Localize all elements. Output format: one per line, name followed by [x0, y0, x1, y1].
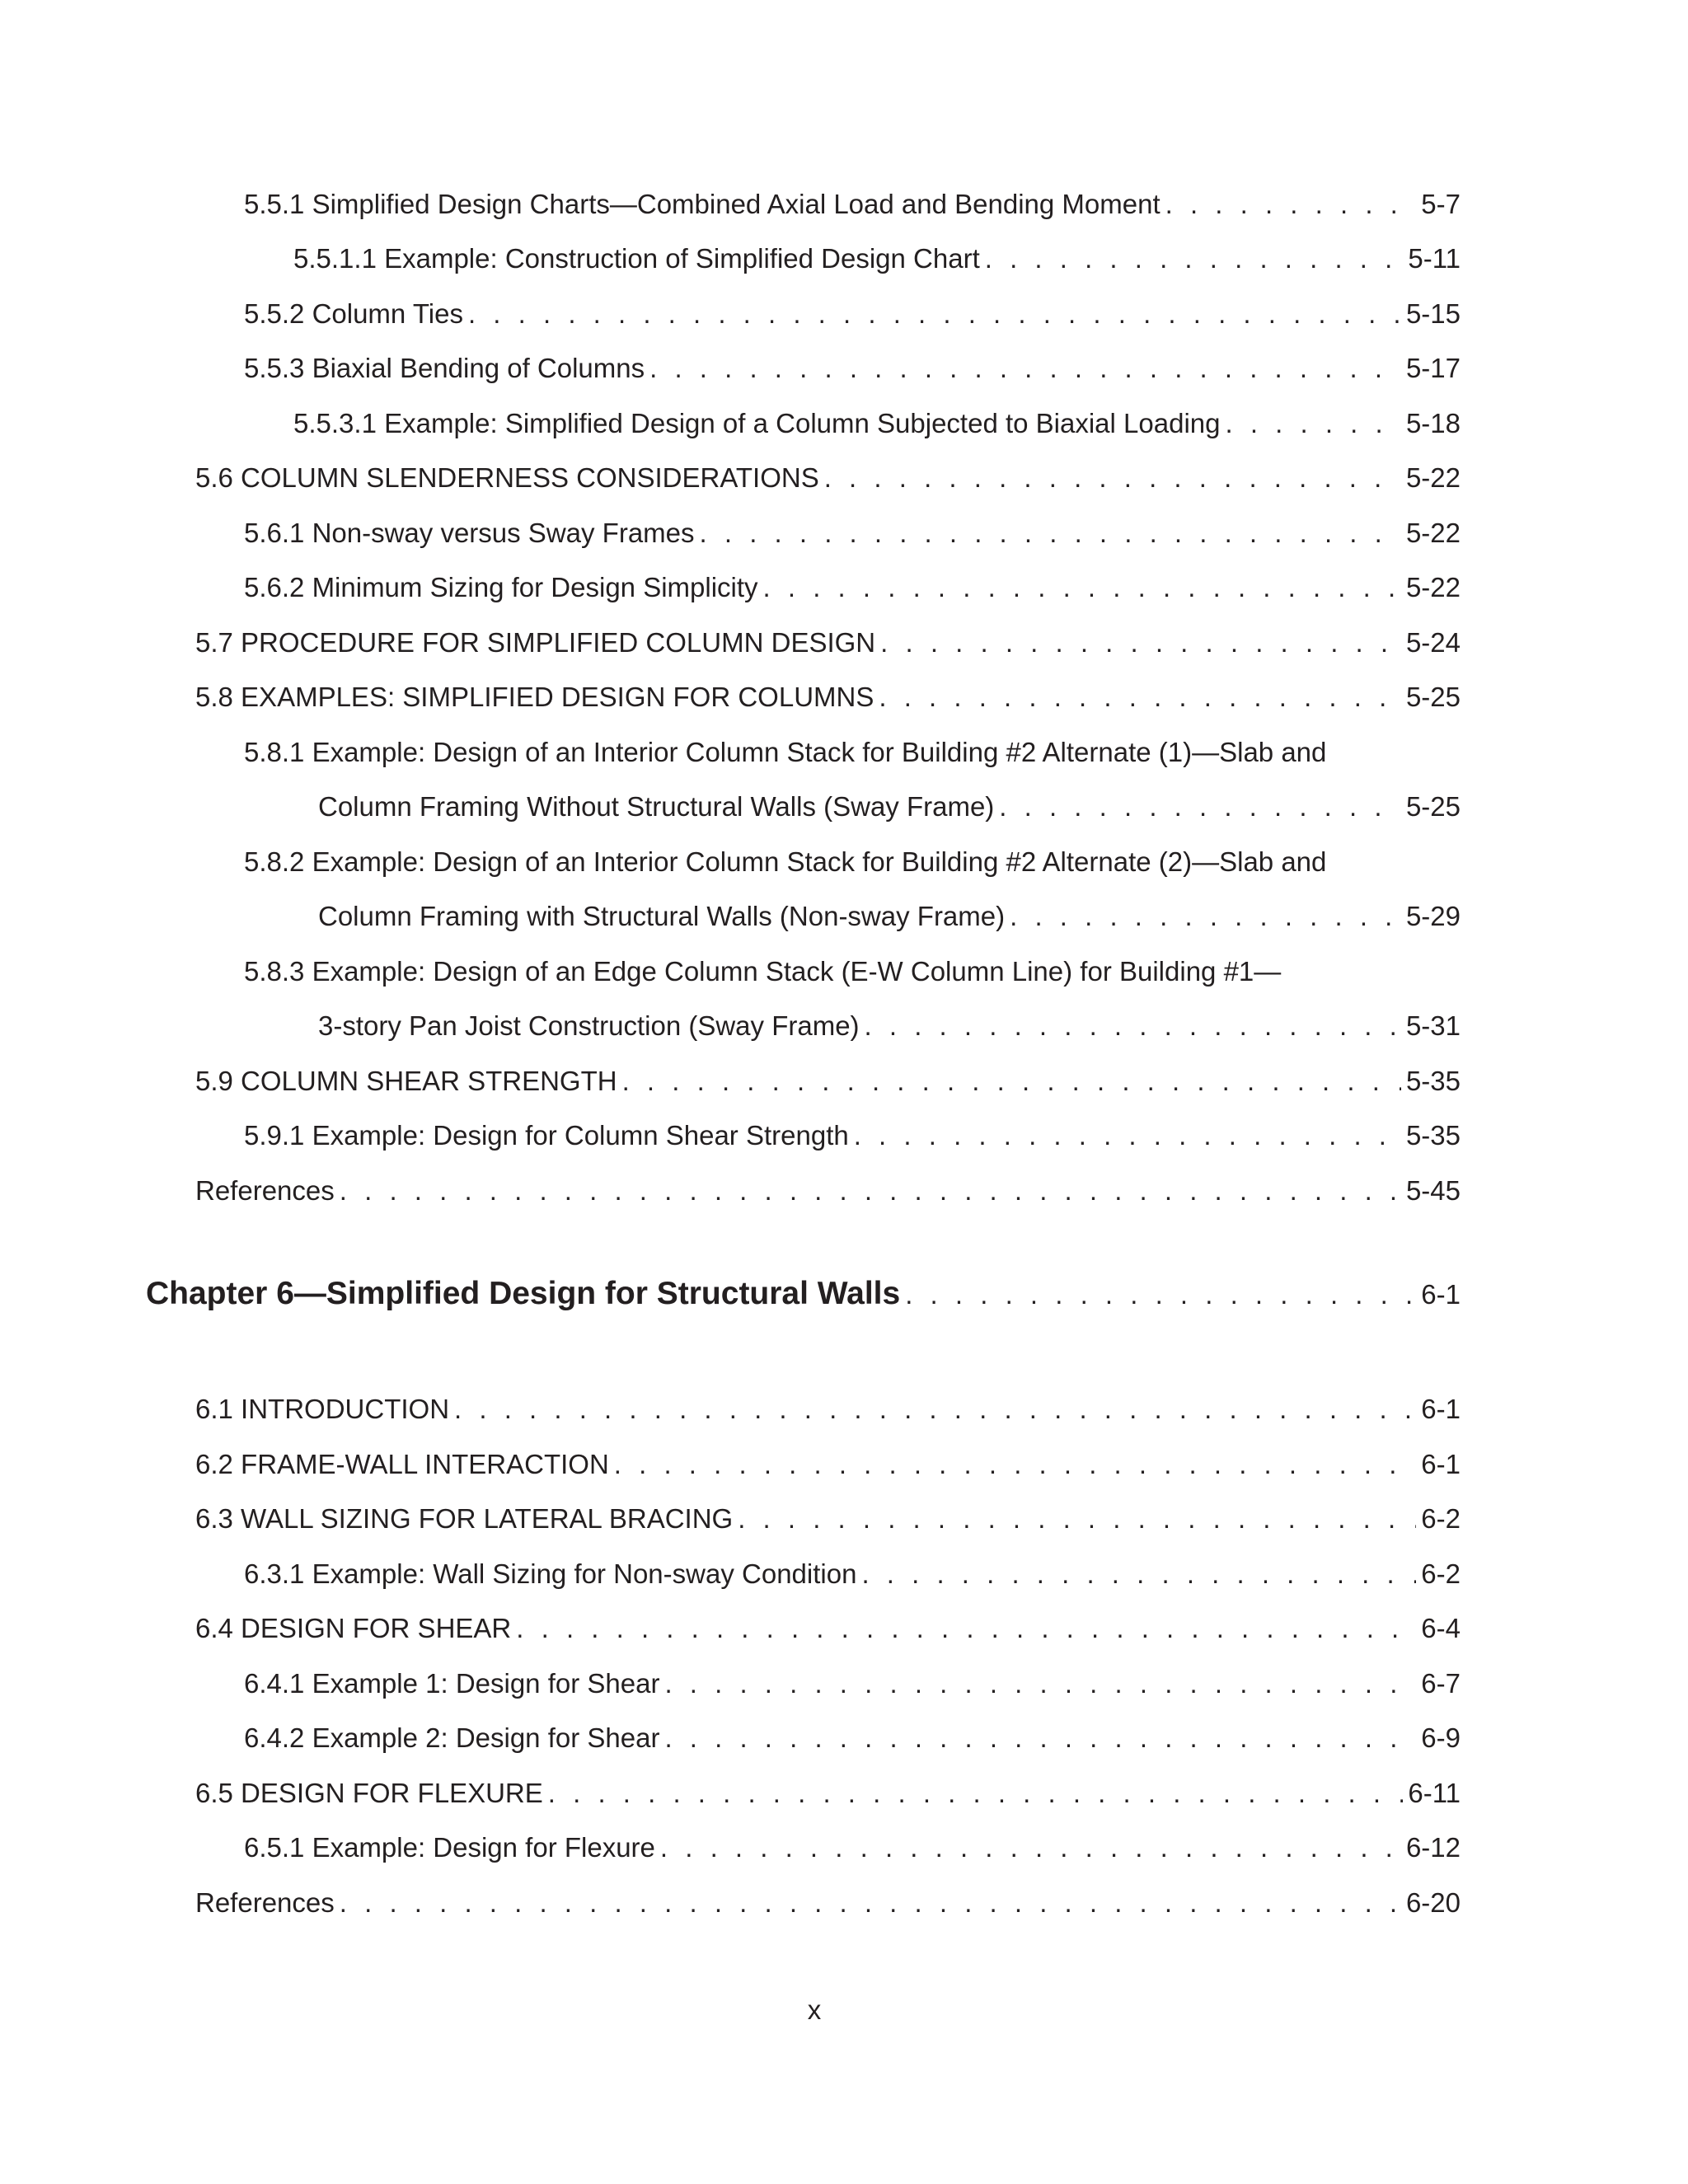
toc-entry-title-line2: 3-story Pan Joist Construction (Sway Frame) [318, 1010, 860, 1041]
dot-leader [865, 1010, 1401, 1043]
toc-entry-page: 5-15 [1405, 298, 1461, 329]
dot-leader [763, 571, 1401, 604]
toc-entry-page: 6-1 [1421, 1449, 1461, 1479]
toc-entry-title: 5.5.3.1 Example: Simplified Design of a Column Subjected to Biaxial Loading [293, 408, 1221, 438]
toc-entry[interactable] [318, 900, 1461, 933]
toc-entry-page: 5-22 [1405, 462, 1461, 493]
toc-entry-page: 6-12 [1405, 1832, 1461, 1863]
toc-entry-page: 6-2 [1421, 1503, 1461, 1534]
toc-entry-title: 6.4.2 Example 2: Design for Shear [244, 1722, 660, 1753]
toc-entry-title: 5.6.2 Minimum Sizing for Design Simplicity [244, 572, 758, 602]
toc-entry-title: 5.9.1 Example: Design for Column Shear Strength [244, 1120, 849, 1151]
toc-entry-title: 5.9 COLUMN SHEAR STRENGTH [195, 1066, 617, 1096]
toc-entry-page: 5-11 [1408, 243, 1461, 274]
toc-entry[interactable] [195, 1448, 1461, 1481]
toc-entry-title: 5.6 COLUMN SLENDERNESS CONSIDERATIONS [195, 462, 819, 493]
toc-entry[interactable] [195, 1612, 1461, 1645]
toc-entry-title: References [195, 1887, 335, 1918]
toc-entry[interactable] [244, 1119, 1461, 1152]
dot-leader [1165, 188, 1417, 221]
toc-entry-title: 5.5.3 Biaxial Bending of Columns [244, 353, 645, 383]
toc-entry-title: 6.3 WALL SIZING FOR LATERAL BRACING [195, 1503, 734, 1534]
dot-leader [985, 242, 1404, 275]
toc-entry[interactable] [244, 1831, 1461, 1864]
dot-leader [622, 1065, 1401, 1098]
dot-leader [664, 1667, 1416, 1700]
toc-entry[interactable] [244, 352, 1461, 385]
toc-entry[interactable] [195, 626, 1461, 659]
toc-entry-page: 6-20 [1405, 1887, 1461, 1918]
toc-entry[interactable] [318, 790, 1461, 823]
toc-entry[interactable] [195, 1065, 1461, 1098]
toc-entry-page: 5-31 [1405, 1010, 1461, 1041]
dot-leader [905, 1279, 1416, 1310]
toc-entry-title: 6.4.1 Example 1: Design for Shear [244, 1668, 660, 1699]
toc-entry[interactable] [293, 407, 1461, 440]
toc-entry-title: 6.3.1 Example: Wall Sizing for Non-sway Condition [244, 1558, 857, 1589]
toc-entry-page: 5-22 [1405, 572, 1461, 602]
toc-entry-page: 6-9 [1421, 1722, 1461, 1753]
toc-entry[interactable] [195, 1502, 1461, 1535]
toc-entry-page: 5-45 [1405, 1175, 1461, 1206]
toc-entry-title: 5.6.1 Non-sway versus Sway Frames [244, 518, 695, 548]
toc-entry[interactable] [293, 242, 1461, 275]
dot-leader [824, 462, 1401, 494]
toc-entry-title: 6.2 FRAME-WALL INTERACTION [195, 1449, 609, 1479]
dot-leader [664, 1722, 1416, 1755]
toc-entry-page: 5-17 [1405, 353, 1461, 383]
toc-entry[interactable] [244, 1722, 1461, 1755]
dot-leader [516, 1612, 1416, 1645]
dot-leader [468, 298, 1401, 330]
toc-entry[interactable] [195, 1174, 1461, 1207]
toc-entry-page: 6-1 [1421, 1394, 1461, 1424]
toc-entry-page: 5-25 [1405, 791, 1461, 822]
dot-leader [649, 352, 1401, 385]
toc-entry[interactable] [244, 517, 1461, 550]
dot-leader [1225, 407, 1400, 440]
toc-entry-title: 5.5.2 Column Ties [244, 298, 463, 329]
toc-entry[interactable] [244, 1558, 1461, 1591]
dot-leader [879, 681, 1401, 714]
dot-leader [738, 1502, 1416, 1535]
toc-entry[interactable] [195, 1393, 1461, 1426]
toc-entry-page: 5-35 [1405, 1120, 1461, 1151]
dot-leader [1010, 900, 1401, 933]
toc-entry-title: 5.5.1.1 Example: Construction of Simplified Design Chart [293, 243, 980, 274]
chapter-heading[interactable] [146, 1276, 1461, 1312]
toc-entry-page: 5-7 [1421, 189, 1461, 219]
dot-leader [340, 1174, 1401, 1207]
toc-entry-title: 5.8 EXAMPLES: SIMPLIFIED DESIGN FOR COLUMNS [195, 682, 874, 712]
toc-entry[interactable] [244, 571, 1461, 604]
toc-entry[interactable] [195, 1886, 1461, 1919]
toc-entry-title-line1[interactable]: 5.8.1 Example: Design of an Interior Column Stack for Building #2 Alternate (1)—Slab and [244, 737, 1327, 767]
dot-leader [614, 1448, 1417, 1481]
dot-leader [454, 1393, 1416, 1426]
dot-leader [548, 1777, 1404, 1810]
toc-entry-title-line2: Column Framing with Structural Walls (Non-sway Frame) [318, 901, 1006, 931]
toc-entry-page: 5-25 [1405, 682, 1461, 712]
page-number: x [807, 1994, 822, 2025]
toc-entry-page: 6-4 [1421, 1613, 1461, 1643]
toc-entry-page: 5-18 [1405, 408, 1461, 438]
toc-entry-title: References [195, 1175, 335, 1206]
toc-entry-title-line1[interactable]: 5.8.2 Example: Design of an Interior Column Stack for Building #2 Alternate (2)—Slab and [244, 846, 1327, 877]
dot-leader [880, 626, 1401, 659]
dot-leader [660, 1831, 1401, 1864]
chapter-page: 6-1 [1421, 1279, 1461, 1310]
toc-entry-title: 6.4 DESIGN FOR SHEAR [195, 1613, 512, 1643]
toc-entry[interactable] [244, 298, 1461, 330]
toc-entry-page: 6-2 [1421, 1558, 1461, 1589]
chapter-title: Chapter 6—Simplified Design for Structural Walls [146, 1276, 901, 1311]
toc-entry-title: 6.5 DESIGN FOR FLEXURE [195, 1778, 543, 1808]
toc-entry-page: 5-35 [1405, 1066, 1461, 1096]
dot-leader [999, 790, 1401, 823]
dot-leader [854, 1119, 1401, 1152]
toc-entry[interactable] [195, 681, 1461, 714]
toc-entry-title: 5.7 PROCEDURE FOR SIMPLIFIED COLUMN DESIGN [195, 627, 876, 658]
toc-entry-page: 6-11 [1408, 1778, 1461, 1808]
toc-entry-page: 5-24 [1405, 627, 1461, 658]
toc-entry-page: 5-29 [1405, 901, 1461, 931]
toc-entry-page: 6-7 [1421, 1668, 1461, 1699]
toc-entry-page: 5-22 [1405, 518, 1461, 548]
toc-entry-title: 5.5.1 Simplified Design Charts—Combined Axial Load and Bending Moment [244, 189, 1160, 219]
toc-entry-title: 6.1 INTRODUCTION [195, 1394, 450, 1424]
toc-entry[interactable] [244, 1667, 1461, 1700]
toc-entry-title-line2: Column Framing Without Structural Walls (Sway Frame) [318, 791, 995, 822]
toc-entry[interactable] [195, 1777, 1461, 1810]
dot-leader [700, 517, 1401, 550]
toc-entry[interactable] [195, 462, 1461, 494]
dot-leader [340, 1886, 1401, 1919]
toc-entry[interactable] [244, 188, 1461, 221]
dot-leader [861, 1558, 1416, 1591]
toc-entry-title-line1[interactable]: 5.8.3 Example: Design of an Edge Column Stack (E-W Column Line) for Building #1— [244, 956, 1282, 987]
toc-entry-title: 6.5.1 Example: Design for Flexure [244, 1832, 655, 1863]
toc-entry[interactable] [318, 1010, 1461, 1043]
